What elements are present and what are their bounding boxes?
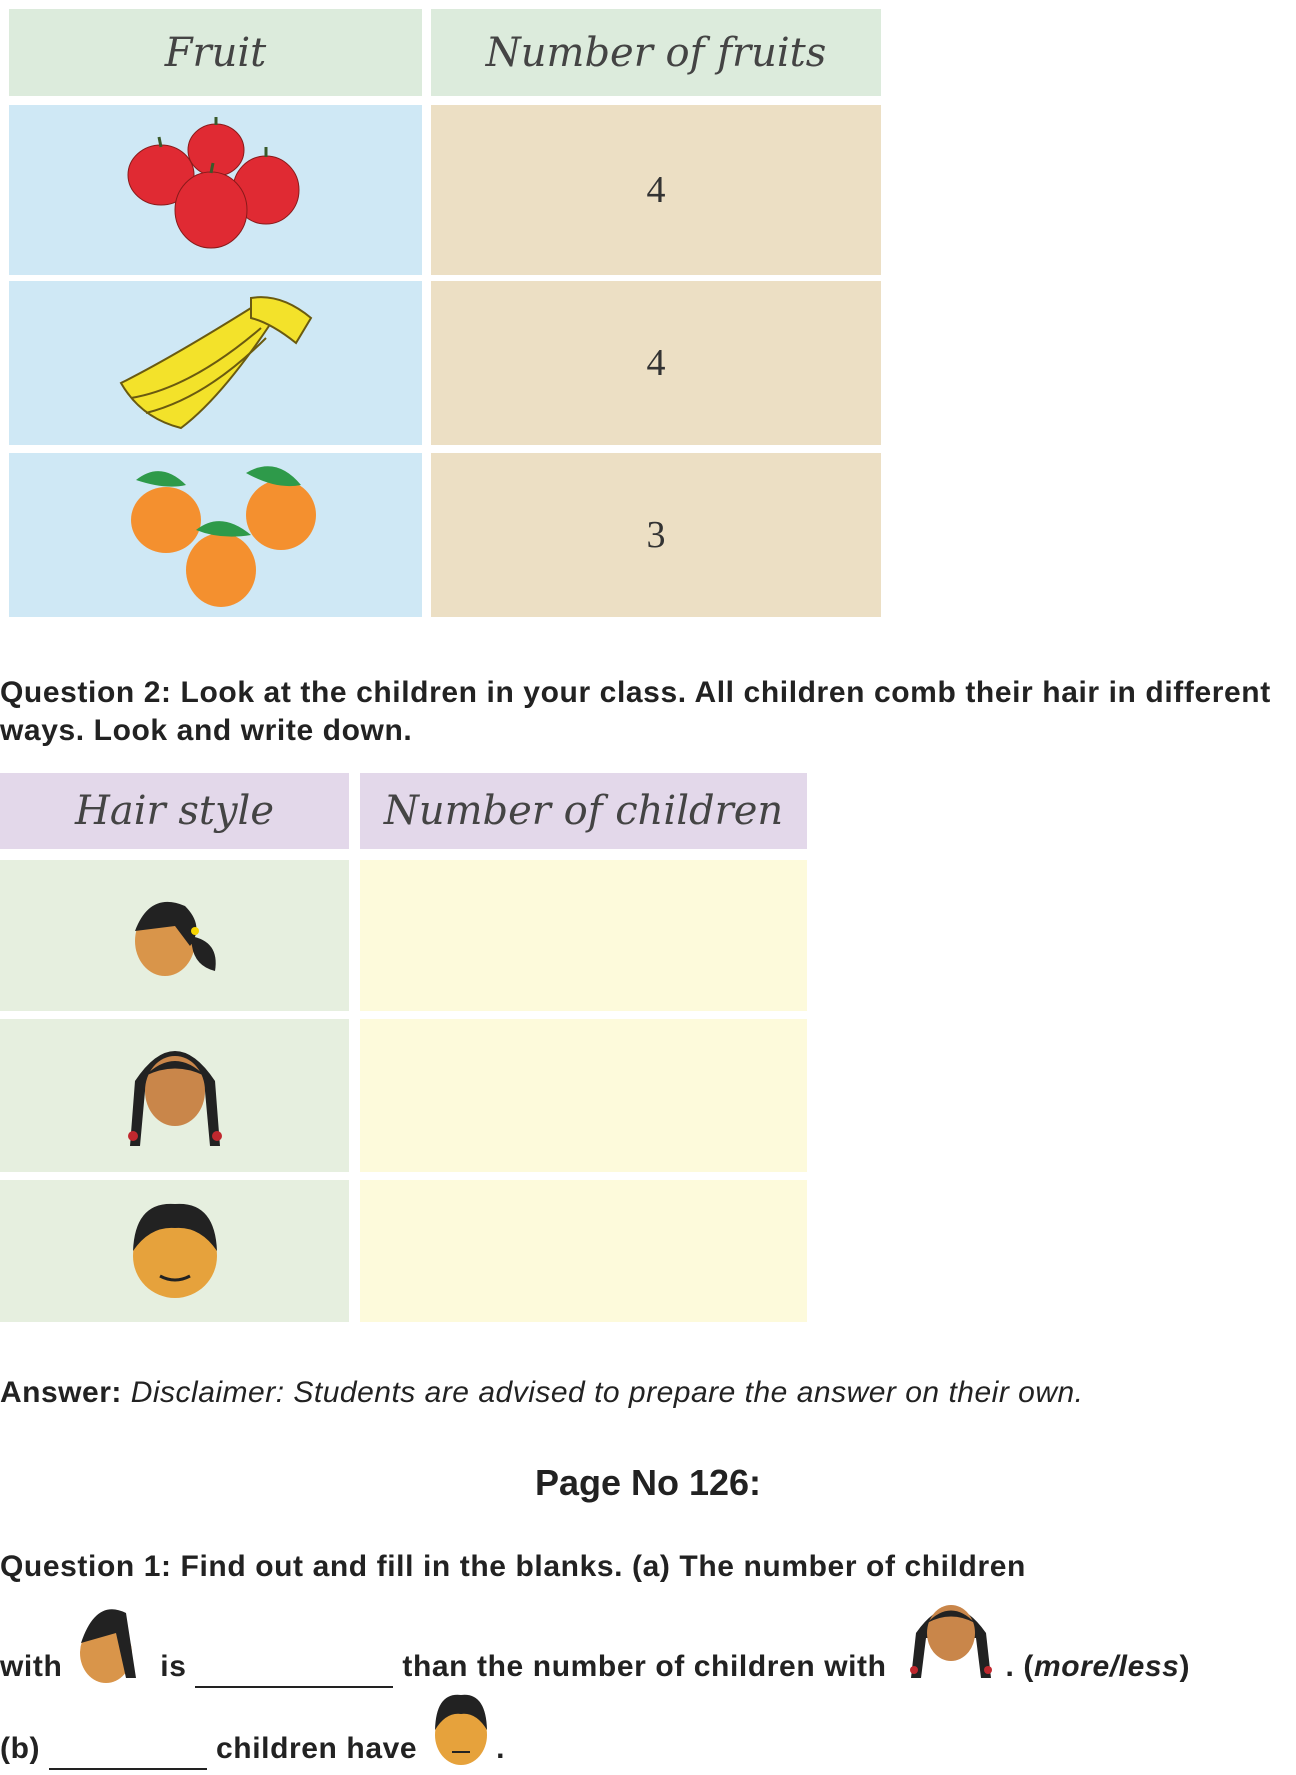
question-1a-line [0, 1588, 1190, 1688]
hair-cell [0, 860, 349, 1011]
blank-a-input[interactable] [195, 1648, 393, 1688]
bananas-count: 4 [431, 281, 881, 445]
question-2-text: Question 2: Look at the children in your class. All children comb their hair in different ways. Look and write down. [0, 676, 1271, 747]
question-1b-line [0, 1690, 505, 1770]
q1a-close: ) [1179, 1650, 1191, 1683]
fruit-cell [9, 453, 422, 617]
oranges-count: 3 [431, 453, 881, 617]
q1a-with: with [0, 1650, 63, 1683]
two-plaits-girl-icon [105, 1031, 245, 1161]
oranges-icon [116, 455, 316, 615]
q1b-period: . [496, 1732, 506, 1765]
fruit-cell [9, 281, 422, 445]
two-plaits-girl-icon [896, 1588, 1006, 1688]
q1a-options: more/less [1033, 1650, 1180, 1683]
apples-count: 4 [431, 105, 881, 275]
q1a-than: than the number of children with [402, 1650, 887, 1683]
short-hair-boy-icon [120, 1196, 230, 1306]
question-1-intro: Question 1: Find out and fill in the blanks. (a) The number of children [0, 1550, 1026, 1583]
count-header: Number of fruits [431, 9, 881, 96]
q1b-label: (b) [0, 1732, 41, 1765]
q1a-is: is [160, 1650, 187, 1683]
ponytail-girl-icon [120, 886, 230, 986]
page-heading: Page No 126: [534, 1462, 762, 1503]
hair-cell [0, 1019, 349, 1172]
apples-icon [121, 115, 311, 265]
children-count-header: Number of children [360, 773, 807, 849]
answer-label: Answer: [0, 1376, 122, 1409]
ponytail-count-input[interactable] [360, 860, 807, 1011]
q1a-period: . ( [1005, 1650, 1034, 1683]
answer-text: Disclaimer: Students are advised to prepare the answer on their own. [130, 1376, 1084, 1409]
short-hair-count-input[interactable] [360, 1180, 807, 1322]
fruit-header: Fruit [9, 9, 422, 96]
fruit-cell [9, 105, 422, 275]
ponytail-girl-icon [71, 1588, 151, 1688]
blank-b-input[interactable] [49, 1730, 207, 1770]
hair-style-header: Hair style [0, 773, 349, 849]
answer-line [0, 1376, 1084, 1410]
hair-cell [0, 1180, 349, 1322]
q1b-text: children have [215, 1732, 418, 1765]
bananas-icon [111, 288, 321, 438]
short-hair-boy-icon [426, 1690, 496, 1770]
two-plaits-count-input[interactable] [360, 1019, 807, 1172]
